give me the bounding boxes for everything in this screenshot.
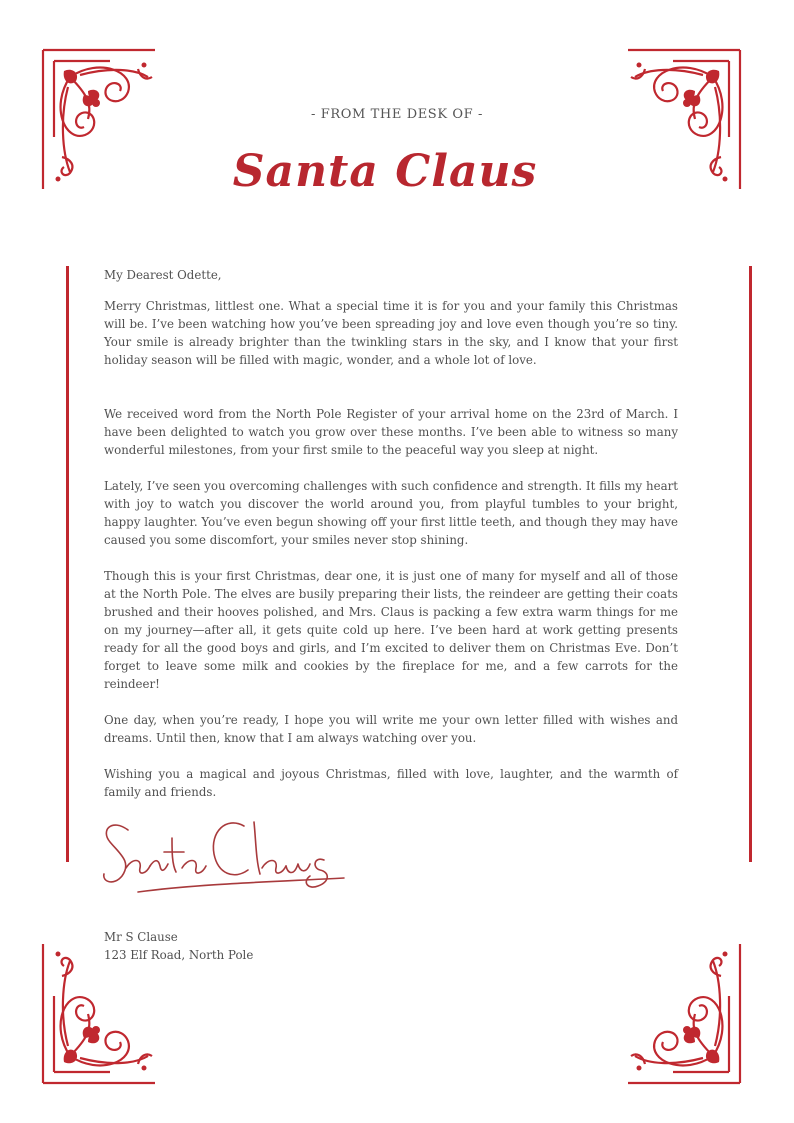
paragraph: Lately, I’ve seen you overcoming challenges with such confidence and strength. It fills my heart with joy to watch you discover the world around you, from playful tumbles to your bright, happy laughter. You’ve even begun showing off your first little teeth, and though they may have caused you some discomfort, your smiles never stop shining.: [104, 479, 678, 547]
paragraph: One day, when you’re ready, I hope you will write me your own letter filled with wishes and dreams. Until then, know that I am always watching over you.: [104, 713, 678, 745]
letter-body: [104, 266, 678, 819]
handwritten-signature: [98, 812, 358, 902]
paragraph: Wishing you a magical and joyous Christmas, filled with love, laughter, and the warmth of family and friends.: [104, 767, 678, 799]
desk-label: - FROM THE DESK OF -: [311, 107, 483, 122]
corner-flourish-bottom-right: [625, 941, 743, 1086]
ornamental-flourish-icon: [625, 941, 743, 1086]
right-border-line: [749, 266, 752, 862]
greeting: My Dearest Odette,: [104, 268, 222, 282]
paragraph: We received word from the North Pole Register of your arrival home on the 23rd of March. I have been delighted to watch you grow over these months. I’ve been able to witness so many wonderful milestones, from your first smile to the peaceful way you sleep at night.: [104, 407, 678, 457]
paragraph: Though this is your first Christmas, dear one, it is just one of many for myself and all of those at the North Pole. The elves are busily preparing their lists, the reindeer are getting their coats brushed and their hooves polished, and Mrs. Claus is packing a few extra warm things for me on my journey—after all, it gets quite cold up here. I’ve been hard at work getting presents ready for all the good boys and girls, and I’m excited to deliver them on Christmas Eve. Don’t forget to leave some milk and cookies by the fireplace for me, and a few carrots for the reindeer!: [104, 569, 678, 691]
left-border-line: [66, 266, 69, 862]
sender-name: Mr S Clause: [104, 930, 178, 944]
letterhead-title: Santa Claus: [232, 146, 538, 197]
paragraph: Merry Christmas, littlest one. What a special time it is for you and your family this Christmas will be. I’ve been watching how you’ve been spreading joy and love even though you’re so tiny. Your smile is already brighter than the twinkling stars in the sky, and I know that your first holiday season will be filled with magic, wonder, and a whole lot of love.: [104, 299, 678, 367]
sender-street: 123 Elf Road, North Pole: [104, 948, 254, 962]
return-address: [104, 928, 253, 964]
